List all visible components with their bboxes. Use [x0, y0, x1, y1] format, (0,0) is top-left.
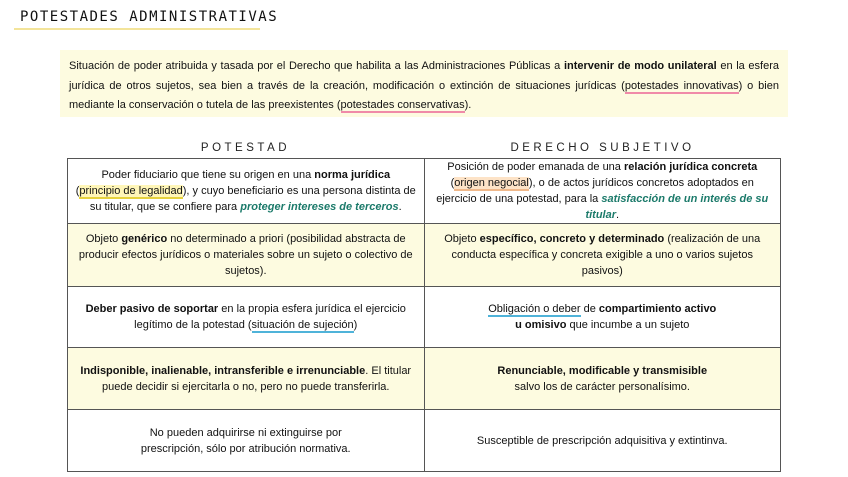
intro-text: en la esfera jurídica de otros sujetos, sea bien a través de la creación, modificación o extinción de situaciones jurídicas ( [69, 60, 779, 92]
table-cell [424, 159, 781, 224]
cell-text: ), o de actos jurídicos concretos adoptados en ejercicio de una potestad, para la [436, 177, 754, 205]
intro-underline-conservativas: potestades conservativas [340, 99, 465, 111]
cell-text: Objeto [444, 233, 480, 245]
cell-underline: Obligación o deber [488, 303, 581, 315]
table-row [68, 348, 781, 410]
table-row [68, 159, 781, 224]
cell-text: en la propia esfera jurídica el ejercicio legítimo de la potestad ( [134, 303, 406, 331]
cell-underline: principio de legalidad [79, 185, 183, 197]
intro-text: Situación de poder atribuida y tasada por el Derecho que habilita a las Administraciones Públicas a [69, 60, 564, 72]
table-cell [424, 224, 781, 287]
cell-text: Objeto [85, 233, 122, 245]
page-title: POTESTADES ADMINISTRATIVAS [20, 9, 279, 25]
cell-text: no determinado a priori (posibilidad abstracta de producir efectos jurídicos o materiales sobre un sujeto o colectivo de sujetos). [78, 233, 413, 277]
cell-bold: compartimiento activo [598, 303, 717, 315]
intro-text: ) o bien mediante la conservación o tutela de las preexistentes ( [69, 79, 779, 111]
cell-text: Susceptible de prescripción adquisitiva y extintinva. [476, 434, 728, 447]
table-cell [424, 287, 781, 348]
cell-text: salvo los de carácter personalísimo. [514, 380, 690, 393]
table-cell [68, 224, 425, 287]
cell-text: ) [353, 319, 358, 331]
table-row [68, 224, 781, 287]
intro-bold: intervenir de modo unilateral [563, 60, 717, 72]
intro-underline-innovativas: potestades innovativas [624, 79, 739, 92]
table-row [68, 410, 781, 472]
column-header-potestad: POTESTAD [200, 142, 291, 154]
cell-bold: norma jurídica [314, 169, 391, 181]
cell-text: prescripción, sólo por atribución normativa. [140, 442, 351, 455]
table-cell [424, 348, 781, 410]
cell-bold: genérico [121, 233, 168, 245]
cell-bold: u omisivo [515, 319, 567, 331]
table-cell [68, 287, 425, 348]
comparison-table [67, 158, 781, 472]
cell-emphasis: satisfacción de un interés de su titular [585, 193, 769, 221]
cell-text: Poder fiduciario que tiene su origen en una [101, 169, 315, 181]
cell-bold: Deber pasivo de soportar [85, 303, 219, 315]
cell-emphasis: proteger intereses de terceros [240, 201, 399, 213]
cell-text: . El titular puede decidir si ejercitarla o no, pero no puede transferirla. [102, 364, 412, 393]
cell-underline: origen negocial [454, 177, 529, 189]
column-header-derecho-subjetivo: DERECHO SUBJETIVO [510, 142, 695, 154]
cell-bold: relación jurídica concreta [623, 161, 758, 173]
cell-text: ), y cuyo beneficiario es una persona distinta de su titular, que se confiere para [89, 185, 416, 213]
cell-text: que incumbe a un sujeto [566, 319, 690, 331]
cell-text: . [398, 201, 402, 213]
table-cell [68, 410, 425, 472]
cell-text: ( [450, 177, 455, 189]
cell-text: No pueden adquirirse ni extinguirse por [149, 426, 342, 439]
table-row [68, 287, 781, 348]
title-underline [14, 28, 260, 30]
table-cell [68, 159, 425, 224]
cell-bold: específico, concreto y determinado [479, 233, 665, 245]
table-cell [424, 410, 781, 472]
cell-underline: situación de sujeción [251, 319, 354, 331]
cell-text: ( [75, 185, 80, 197]
intro-text: ). [464, 99, 472, 111]
cell-text: Posición de poder emanada de una [447, 161, 624, 173]
intro-definition [60, 50, 788, 117]
cell-bold: Indisponible, inalienable, intransferible e irrenunciable [80, 364, 366, 377]
cell-text: (realización de una conducta específica y concreta exigible a uno o varios sujetos pasivos) [451, 233, 761, 277]
cell-text: . [616, 209, 620, 221]
cell-bold: Renunciable, modificable y transmisible [497, 364, 708, 377]
table-cell [68, 348, 425, 410]
cell-text: de [580, 303, 599, 315]
